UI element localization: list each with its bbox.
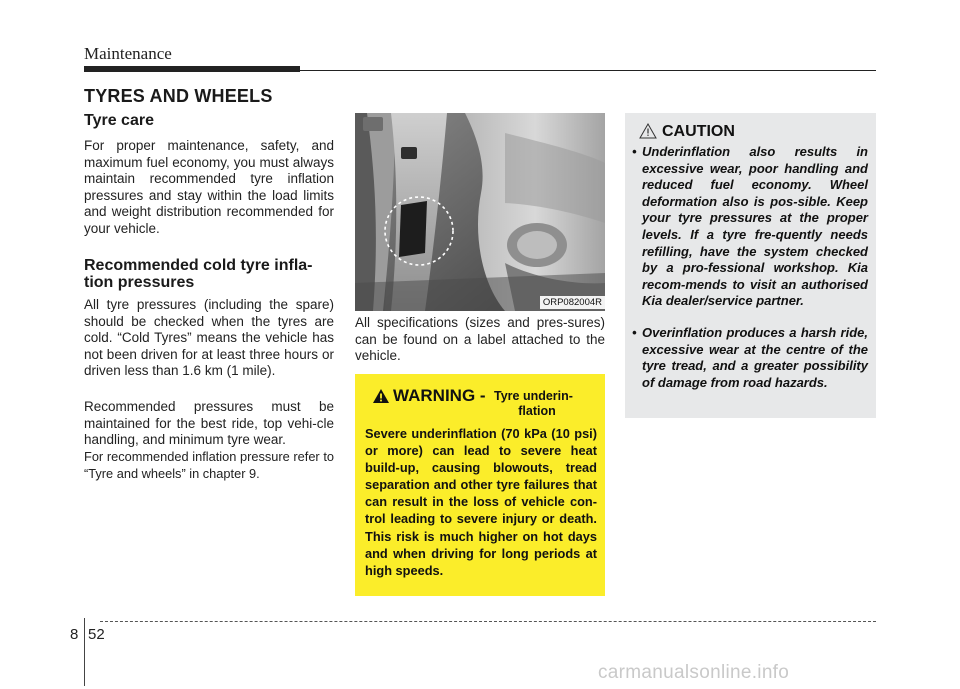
figure-code: ORP082004R: [540, 296, 605, 309]
section-title: TYRES AND WHEELS: [84, 86, 273, 106]
cold-pressure-paragraph-2: Recommended pressures must be maintained for the best ride, top vehi-cle handling, and minimum tyre wear.: [84, 399, 334, 447]
specifications-paragraph: All specifications (sizes and pres-sures) can be found on a label attached to the vehicle.: [355, 315, 605, 363]
warning-label: WARNING -: [393, 386, 486, 405]
warning-box: [355, 374, 605, 596]
bullet-marker: •: [632, 325, 637, 340]
warning-subtitle-line-2: flation: [518, 404, 556, 418]
cold-pressure-heading: Recommended cold tyre infla-tion pressures: [84, 257, 313, 291]
tyre-care-heading: Tyre care: [84, 112, 154, 129]
cold-pressure-paragraph-1: All tyre pressures (including the spare) should be checked when the tyres are cold. “Cold Tyres” means the vehicle has not been driven for at least three hours or driven less than 1.6 km (1 mile).: [84, 297, 334, 378]
door-pillar-photo: [355, 113, 605, 311]
running-header-title: Maintenance: [84, 44, 172, 63]
warning-text: Severe underinflation (70 kPa (10 psi) or more) can lead to severe heat build-up, causing blowouts, tread separation and other tyre failures that can result in the loss of vehicle con-trol leading to severe injury or death. This risk is much higher on hot days and when driving for long periods at high speeds.: [365, 426, 597, 578]
header-rule: [300, 70, 876, 71]
site-watermark: carmanualsonline.info: [598, 662, 790, 683]
caution-item: [632, 325, 868, 391]
caution-box: [625, 113, 876, 418]
header-thick-bar: [84, 66, 300, 72]
door-pillar-tyre-label-photo: [355, 113, 605, 311]
warning-triangle-icon: [373, 389, 389, 408]
bullet-marker: •: [632, 144, 637, 159]
cold-pressure-paragraph-3: For recommended inflation pressure refer to “Tyre and wheels” in chapter 9.: [84, 449, 334, 481]
caution-triangle-icon: [639, 123, 657, 144]
page-number: 52: [88, 626, 105, 643]
caution-item-text: Overinflation produces a harsh ride, excessive wear at the centre of the tyre tread, and a greater possibility of damage from road hazards.: [642, 325, 868, 390]
caution-item: [632, 144, 868, 310]
chapter-number: 8: [70, 626, 79, 643]
footer-dashed-rule: [100, 621, 876, 622]
caution-label: CAUTION: [662, 123, 735, 140]
caution-item-text: Underinflation also results in excessive wear, poor handling and reduced fuel economy. Wheel deformation also is pos-sible. Keep your tyre pressures at the proper levels. If a tyre fre-quently needs refilling, have the system checked by a pro-fessional workshop. Kia recom-mends to visit an authorised Kia dealer/service partner.: [642, 144, 868, 309]
footer-vertical-rule: [84, 618, 85, 686]
warning-subtitle-line-1: Tyre underin-: [494, 389, 573, 403]
tyre-care-paragraph: For proper maintenance, safety, and maximum fuel economy, you must always maintain recommended tyre inflation pressures and stay within the load limits and weight distribution recommended for your vehicle.: [84, 138, 334, 236]
